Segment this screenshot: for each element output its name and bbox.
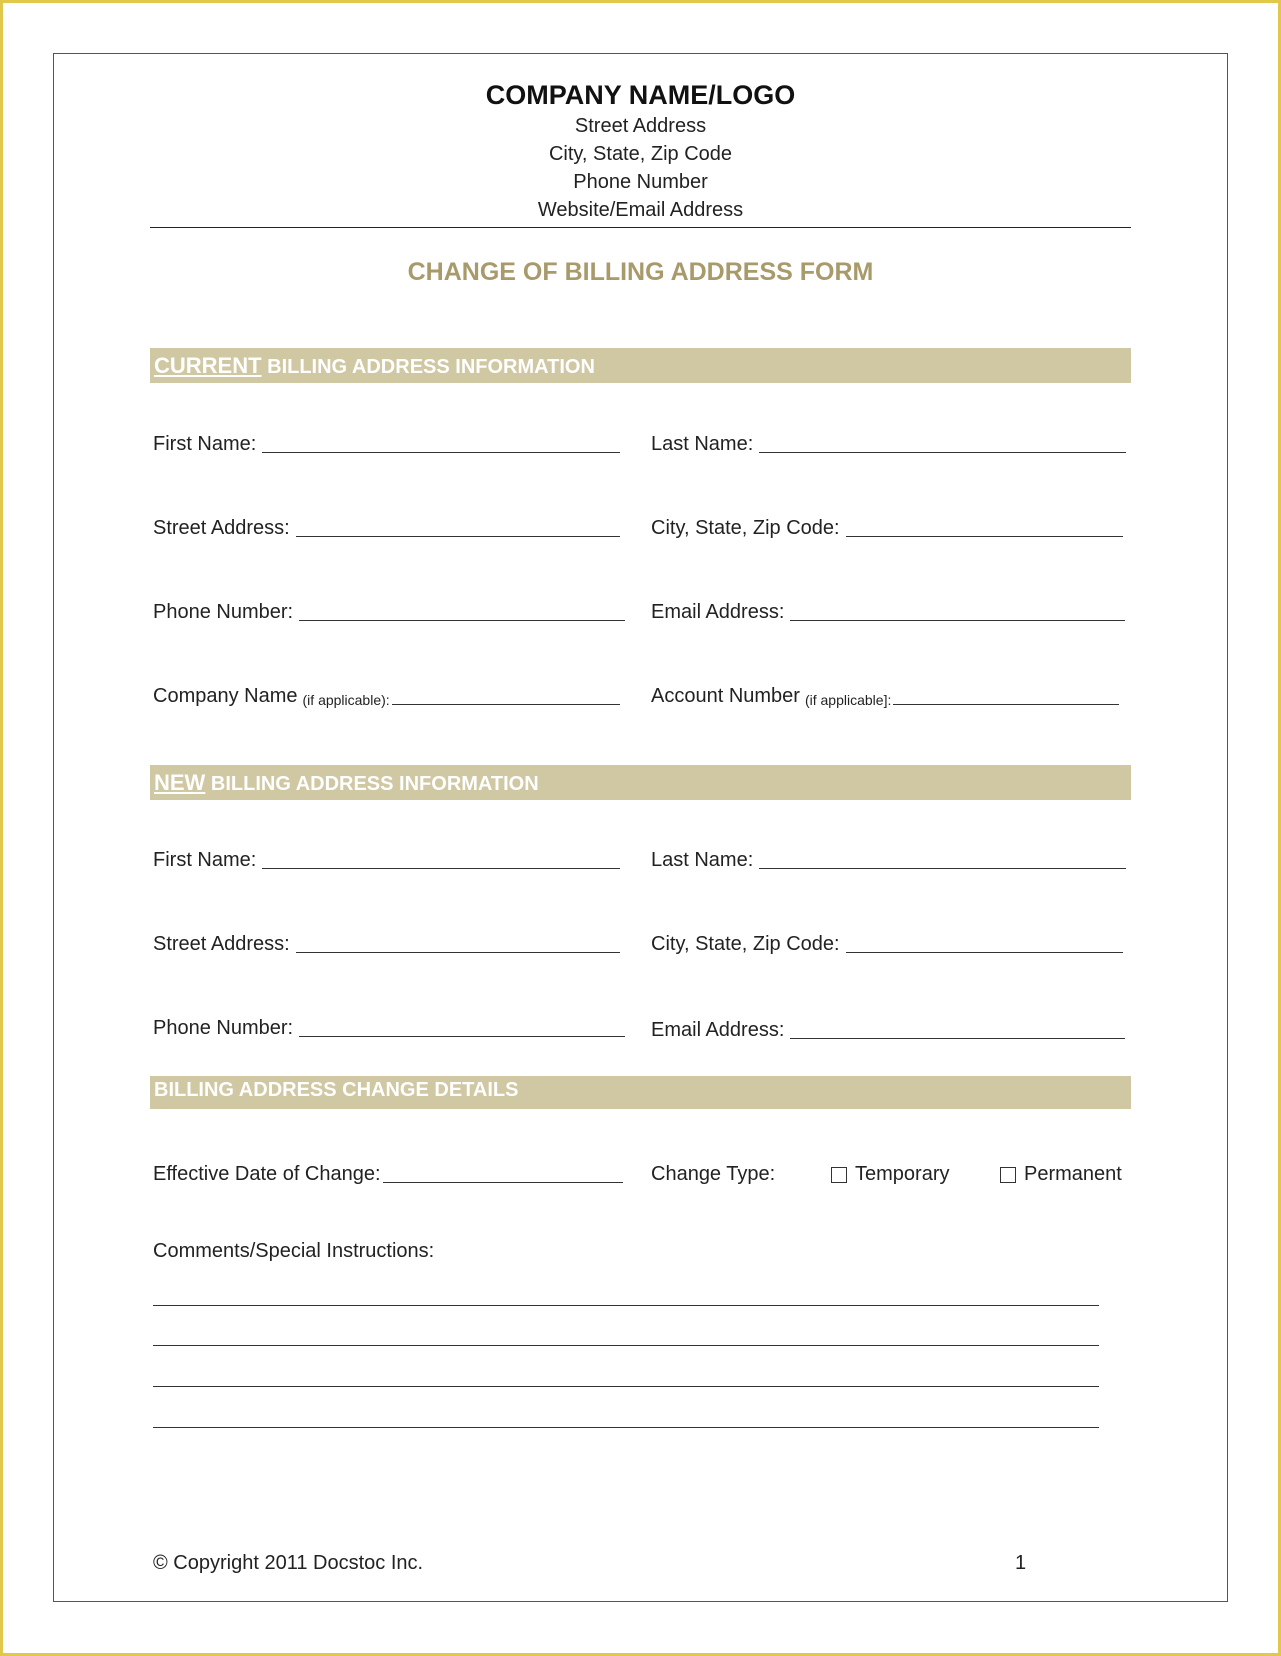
current-last-name-field[interactable] [651,433,1126,456]
company-street: Street Address [574,115,707,137]
effective-date-line[interactable] [383,1182,623,1183]
new-email-label: Email Address: [651,1019,785,1041]
new-phone-line[interactable] [299,1036,625,1037]
new-emph: NEW [154,770,206,795]
current-company-line[interactable] [392,704,620,705]
effective-date-field[interactable] [153,1163,623,1186]
new-city-label: City, State, Zip Code: [651,933,840,955]
permanent-checkbox-box[interactable] [1000,1167,1016,1183]
new-city-field[interactable] [651,933,1123,956]
temporary-checkbox-box[interactable] [831,1167,847,1183]
comments-label: Comments/Special Instructions: [153,1240,435,1262]
current-street-line[interactable] [296,536,620,537]
comment-line-2[interactable] [153,1345,1099,1346]
current-city-label: City, State, Zip Code: [651,517,840,539]
new-street-label: Street Address: [153,933,290,955]
new-last-name-line[interactable] [759,868,1126,869]
current-first-name-field[interactable] [153,433,620,456]
current-first-name-line[interactable] [262,452,620,453]
new-phone-field[interactable] [153,1017,625,1040]
permanent-checkbox[interactable] [1000,1163,1122,1186]
current-email-label: Email Address: [651,601,785,623]
current-account-label: Account Number [651,685,800,707]
current-company-field[interactable] [153,685,620,708]
new-first-name-field[interactable] [153,849,620,872]
new-heading-rest: BILLING ADDRESS INFORMATION [205,773,539,795]
comment-line-4[interactable] [153,1427,1099,1428]
current-email-field[interactable] [651,601,1125,624]
current-phone-label: Phone Number: [153,601,294,623]
current-first-name-label: First Name: [153,433,257,455]
new-email-line[interactable] [790,1038,1125,1039]
current-street-field[interactable] [153,517,620,540]
current-heading-rest: BILLING ADDRESS INFORMATION [261,356,595,378]
new-first-name-label: First Name: [153,849,257,871]
new-city-line[interactable] [846,952,1123,953]
company-web: Website/Email Address [537,199,744,221]
form-title: CHANGE OF BILLING ADDRESS FORM [407,258,874,286]
current-account-field[interactable] [651,685,1119,708]
header-divider [150,227,1131,228]
new-first-name-line[interactable] [262,868,620,869]
current-company-note: (if applicable): [302,692,390,708]
page-number: 1 [1015,1552,1027,1574]
current-city-line[interactable] [846,536,1123,537]
current-email-line[interactable] [790,620,1125,621]
company-phone: Phone Number [573,171,708,193]
company-name: COMPANY NAME/LOGO [485,80,796,110]
effective-date-label: Effective Date of Change: [153,1163,381,1185]
new-street-line[interactable] [296,952,620,953]
new-last-name-label: Last Name: [651,849,754,871]
current-phone-field[interactable] [153,601,625,624]
current-street-label: Street Address: [153,517,290,539]
permanent-label: Permanent [1024,1163,1122,1185]
current-company-label: Company Name [153,685,298,707]
current-emph: CURRENT [154,353,262,378]
current-account-note: (if applicable]: [804,692,892,708]
company-city: City, State, Zip Code [548,143,733,165]
current-last-name-label: Last Name: [651,433,754,455]
current-city-field[interactable] [651,517,1123,540]
current-section-header [150,348,1131,383]
new-street-field[interactable] [153,933,620,956]
comment-line-3[interactable] [153,1386,1099,1387]
current-account-line[interactable] [893,704,1119,705]
copyright-text: © Copyright 2011 Docstoc Inc. [153,1552,424,1574]
temporary-label: Temporary [855,1163,950,1185]
current-phone-line[interactable] [299,620,625,621]
comment-line-1[interactable] [153,1305,1099,1306]
temporary-checkbox[interactable] [831,1163,949,1186]
new-phone-label: Phone Number: [153,1017,294,1039]
new-email-field[interactable] [651,1019,1125,1042]
new-section-header [150,765,1131,800]
change-type-label: Change Type: [651,1163,776,1185]
details-section-header: BILLING ADDRESS CHANGE DETAILS [150,1076,1131,1109]
new-last-name-field[interactable] [651,849,1126,872]
current-last-name-line[interactable] [759,452,1126,453]
